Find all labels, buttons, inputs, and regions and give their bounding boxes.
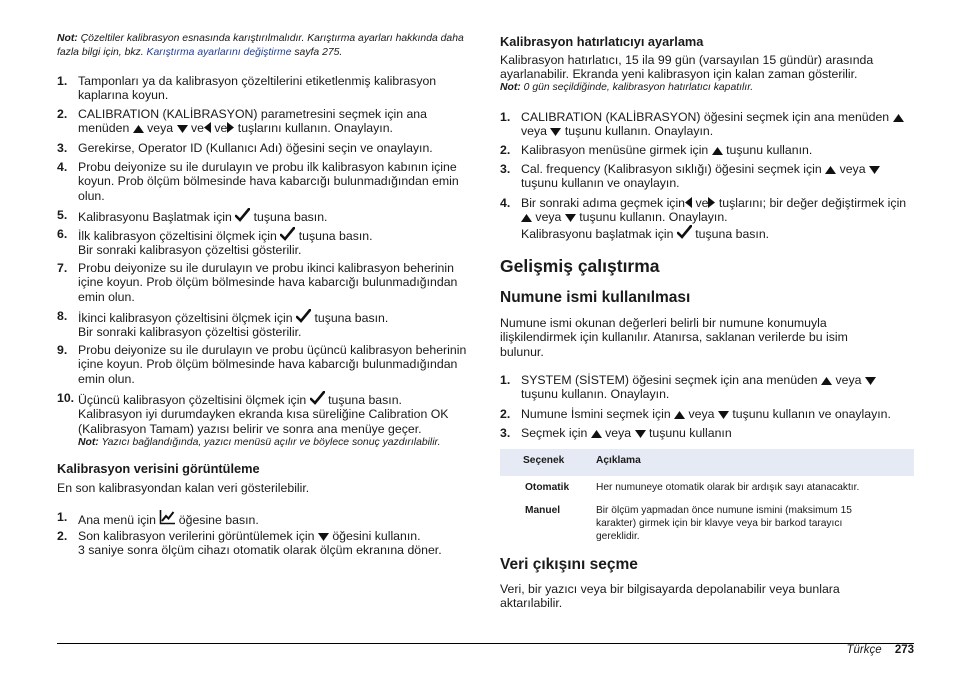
step-text: tuşlarını; bir değer değiştirmek için: [718, 196, 907, 210]
step-text: veya: [688, 407, 715, 421]
cal-step-4: [57, 160, 471, 203]
down-arrow-icon: [635, 430, 646, 438]
sample-name-heading: Numune ismi kullanılması: [500, 289, 691, 306]
step-text: tuşunu kullanın. Onaylayın.: [564, 124, 714, 139]
advanced-operation-heading: Gelişmiş çalıştırma: [500, 256, 660, 276]
step-number: 1.: [500, 373, 511, 387]
step-number: 2.: [57, 107, 68, 121]
footer-language: Türkçe: [846, 644, 882, 656]
step-text: tuşunu kullanın.: [726, 143, 813, 157]
up-arrow-icon: [674, 411, 685, 419]
step-text: öğesini kullanın.: [332, 529, 421, 543]
cal-step-3: [57, 141, 471, 155]
table-header-row: [500, 449, 914, 476]
step-text: Kalibrasyonu Başlatmak için: [78, 210, 232, 224]
up-arrow-icon: [521, 214, 532, 222]
note-text: Yazıcı bağlandığında, yazıcı menüsü açılır ve böylece sonuç yazdırılabilir.: [101, 437, 441, 449]
step-text: öğesine basın.: [178, 513, 259, 527]
step-text: Üçüncü kalibrasyon çözeltisini ölçmek için: [78, 393, 307, 407]
up-arrow-icon: [133, 125, 144, 133]
step-number: 5.: [57, 208, 68, 222]
cal-step-1: [57, 74, 471, 103]
page-number: 273: [894, 644, 914, 656]
reminder-step-4: [500, 196, 914, 241]
cal-step-5: [57, 208, 471, 224]
step-number: 1.: [500, 110, 511, 124]
step-text: Cal. frequency (Kalibrasyon sıklığı) öğesini seçmek için: [521, 162, 822, 176]
step-number: 3.: [500, 162, 511, 176]
step-result-text: 3 saniye sonra ölçüm cihazı otomatik olarak ölçüm ekranına döner.: [78, 543, 442, 558]
cal-reminder-intro: Kalibrasyon hatırlatıcı, 15 ila 99 gün (varsayılan 15 gündür) arasında ayarlanabilir. Ekranda yeni kalibrasyon için kalan zaman gösterilir.: [500, 53, 874, 82]
note-text: Çözeltiler kalibrasyon esnasında karıştırılmalıdır. Karıştırma ayarları hakkında daha fazla bilgi için, bkz.: [57, 33, 464, 59]
step-text: tuşlarını kullanın. Onaylayın.: [237, 121, 393, 136]
step-text: veya: [521, 124, 547, 139]
right-arrow-icon: [227, 122, 234, 133]
up-arrow-icon: [821, 377, 832, 385]
sample-step-1: [500, 373, 914, 402]
down-arrow-icon: [565, 214, 576, 222]
step-text: tuşunu kullanın ve onaylayın.: [732, 407, 891, 421]
data-output-intro: Veri, bir yazıcı veya bir bilgisayarda depolanabilir veya bunlara aktarılabilir.: [500, 582, 840, 611]
step-text: Probu deiyonize su ile durulayın ve probu ilk kalibrasyon kabının içine koyun. Prob ölçüm bölmesinde hava kabarcığı bulunmadığından emin olun.: [78, 160, 459, 203]
table-row: [500, 476, 914, 499]
cal-step-7: [57, 261, 471, 304]
printer-note: [78, 436, 471, 449]
step-result-text: Kalibrasyon iyi durumdayken ekranda kısa süreliğine Calibration OK (Kalibrasyon Tamam) yazısı belirir ve sonra ana menüye geçer.: [78, 407, 449, 436]
left-arrow-icon: [685, 197, 692, 208]
step-text: Probu deiyonize su ile durulayın ve probu üçüncü kalibrasyon beherinin içine koyun. Prob ölçüm bölmesinde hava kabarcığı bulunmadığından emin olun.: [78, 343, 467, 386]
step-text: veya: [535, 210, 562, 225]
step-text: tuşuna basın.: [695, 226, 770, 241]
down-arrow-icon: [718, 411, 729, 419]
cal-step-2: [57, 107, 471, 136]
step-text: Seçmek için: [521, 426, 588, 440]
checkmark-icon: [677, 225, 692, 239]
step-text: Probu deiyonize su ile durulayın ve probu ikinci kalibrasyon beherinin içine koyun. Prob ölçüm bölmesinde hava kabarcığı bulunmadığından emin olun.: [78, 261, 458, 304]
table-row: [500, 499, 914, 548]
checkmark-icon: [280, 227, 295, 241]
note-page-ref: sayfa 275.: [294, 47, 343, 59]
checkmark-icon: [235, 208, 250, 222]
step-text: veya: [839, 162, 866, 176]
step-text: Gerekirse, Operator ID (Kullanıcı Adı) öğesini seçin ve onaylayın.: [78, 141, 433, 155]
step-text: Tamponları ya da kalibrasyon çözeltilerini etiketlenmiş kalibrasyon kaplarına koyun.: [78, 74, 437, 103]
checkmark-icon: [310, 391, 325, 405]
reminder-step-1: [500, 110, 914, 139]
step-number: 7.: [57, 261, 68, 275]
note-label: Not:: [78, 437, 99, 449]
step-number: 3.: [57, 141, 68, 155]
option-name: Otomatik: [525, 482, 570, 493]
step-text: ve: [695, 196, 709, 210]
sample-step-3: [500, 426, 914, 440]
left-arrow-icon: [204, 122, 211, 133]
up-arrow-icon: [712, 147, 723, 155]
cal-step-6: [57, 227, 471, 258]
step-text: ve: [214, 121, 228, 136]
view-step-2: [57, 529, 471, 558]
step-text: CALIBRATION (KALİBRASYON) parametresini seçmek için ana menüden: [78, 107, 427, 136]
step-number: 8.: [57, 309, 68, 323]
step-text: Bir sonraki adıma geçmek için: [521, 196, 686, 210]
step-text: İlk kalibrasyon çözeltisini ölçmek için: [78, 229, 277, 243]
step-number: 10.: [57, 391, 75, 405]
view-cal-data-intro: En son kalibrasyondan kalan veri gösterilebilir.: [57, 481, 310, 495]
down-arrow-icon: [177, 125, 188, 133]
step-text: Son kalibrasyon verilerini görüntülemek için: [78, 529, 315, 543]
step-text: Ana menü için: [78, 513, 156, 527]
stirring-settings-link[interactable]: Karıştırma ayarlarını değiştirme: [146, 47, 292, 59]
step-number: 4.: [500, 196, 511, 210]
step-number: 1.: [57, 510, 68, 524]
up-arrow-icon: [591, 430, 602, 438]
view-step-1: [57, 510, 471, 527]
step-number: 6.: [57, 227, 68, 241]
step-text: İkinci kalibrasyon çözeltisini ölçmek için: [78, 311, 293, 325]
up-arrow-icon: [893, 114, 904, 122]
option-description: Bir ölçüm yapmadan önce numune ismini (maksimum 15 karakter) girmek için bir klavye veya bir barkod tarayıcı gereklidir.: [596, 505, 852, 542]
down-arrow-icon: [869, 166, 880, 174]
down-arrow-icon: [865, 377, 876, 385]
graph-icon: [159, 510, 175, 525]
option-description: Her numuneye otomatik olarak bir ardışık sayı atanacaktır.: [596, 482, 860, 493]
step-number: 2.: [500, 143, 511, 157]
reminder-step-3: [500, 162, 914, 191]
up-arrow-icon: [825, 166, 836, 174]
step-text: tuşuna basın.: [298, 229, 373, 243]
sample-options-table: [500, 449, 914, 548]
sample-name-intro: Numune ismi okunan değerleri belirli bir numune konumuyla ilişkilendirmek için kullanılır. Atanırsa, saklanan verilerde bu isim bulunur.: [500, 316, 848, 359]
step-text: Kalibrasyonu başlatmak için: [521, 226, 674, 241]
step-number: 9.: [57, 343, 68, 357]
table-header-option: Seçenek: [500, 449, 583, 476]
step-text: Kalibrasyon menüsüne girmek için: [521, 143, 709, 157]
reminder-step-2: [500, 143, 914, 157]
down-arrow-icon: [550, 128, 561, 136]
step-result-text: Bir sonraki kalibrasyon çözeltisi gösterilir.: [78, 325, 302, 340]
step-number: 1.: [57, 74, 68, 88]
step-text: tuşunu kullanın. Onaylayın.: [521, 387, 670, 402]
footer-divider: [57, 643, 914, 644]
step-number: 4.: [57, 160, 68, 174]
step-text: CALIBRATION (KALİBRASYON) öğesini seçmek için ana menüden: [521, 110, 890, 124]
note-label: Not:: [500, 82, 521, 93]
checkmark-icon: [296, 309, 311, 323]
stirring-note: [57, 32, 471, 61]
step-text: veya: [605, 426, 632, 440]
view-cal-data-heading: Kalibrasyon verisini görüntüleme: [57, 461, 260, 476]
step-text: veya: [835, 373, 862, 387]
note-label: Not:: [57, 33, 78, 44]
step-text: tuşuna basın.: [314, 311, 389, 325]
step-text: tuşunu kullanın: [648, 426, 732, 440]
sample-step-2: [500, 407, 914, 421]
step-number: 2.: [500, 407, 511, 421]
reminder-note: [500, 81, 914, 95]
note-text: 0 gün seçildiğinde, kalibrasyon hatırlatıcı kapatılır.: [523, 82, 754, 93]
page-footer: [846, 643, 914, 656]
table-header-description: Açıklama: [583, 449, 914, 476]
cal-step-9: [57, 343, 471, 386]
step-text: SYSTEM (SİSTEM) öğesini seçmek için ana menüden: [521, 373, 818, 387]
step-text: tuşuna basın.: [253, 210, 328, 224]
option-name: Manuel: [525, 505, 561, 516]
step-number: 3.: [500, 426, 511, 440]
right-arrow-icon: [708, 197, 715, 208]
step-text: tuşunu kullanın. Onaylayın.: [579, 210, 728, 225]
step-result-text: Bir sonraki kalibrasyon çözeltisi gösterilir.: [78, 243, 302, 258]
step-text: veya: [147, 121, 174, 136]
step-number: 2.: [57, 529, 68, 543]
step-text: Numune İsmini seçmek için: [521, 407, 671, 421]
cal-reminder-heading: Kalibrasyon hatırlatıcıyı ayarlama: [500, 34, 704, 49]
step-text: ve: [190, 121, 204, 136]
cal-step-8: [57, 309, 471, 340]
cal-step-10: [57, 391, 471, 449]
down-arrow-icon: [318, 533, 329, 541]
data-output-heading: Veri çıkışını seçme: [500, 556, 638, 573]
step-text: tuşuna basın.: [328, 393, 402, 407]
step-text: tuşunu kullanın ve onaylayın.: [521, 176, 680, 191]
